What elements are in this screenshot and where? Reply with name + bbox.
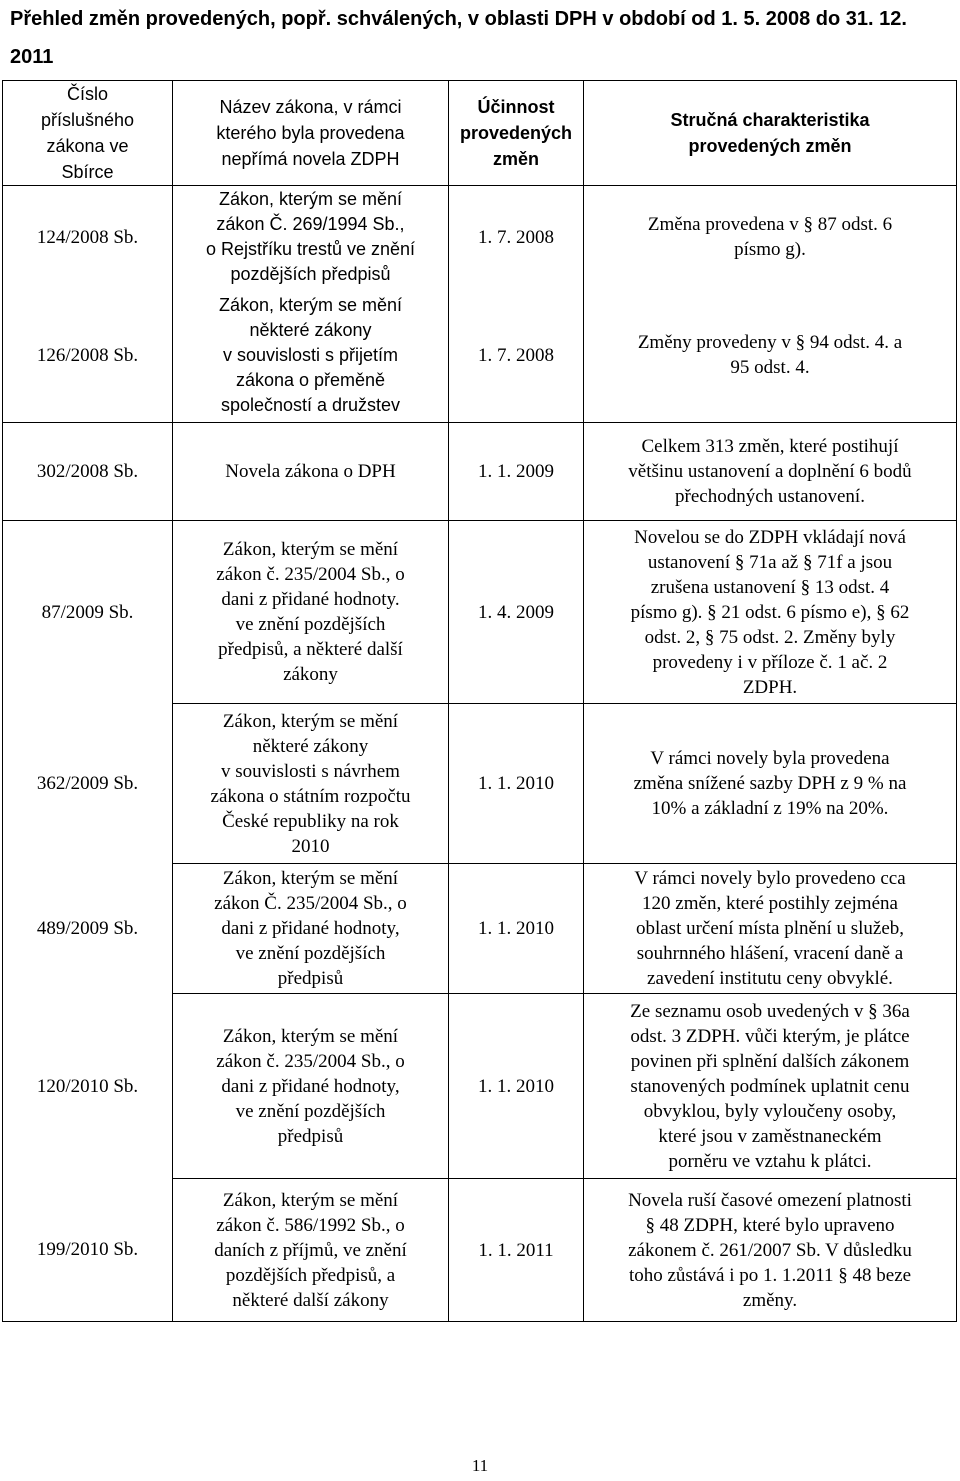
table-row [3, 186, 957, 289]
effective-date-cell: 1. 4. 2009 [449, 521, 584, 704]
header-law-name: Název zákona, v rámci kterého byla provedena nepřímá novela ZDPH [173, 81, 449, 186]
header-row [3, 81, 957, 186]
page-title: Přehled změn provedených, popř. schválených, v oblasti DPH v období od 1. 5. 2008 do 31. 12. 2011 [10, 8, 907, 68]
description-cell: Novelou se do ZDPH vkládají nová ustanovení § 71a až § 71f a jsou zrušena ustanovení § 13 odst. 4 písmo g). § 21 odst. 6 písmo e), § 62 odst. 2, § 75 odst. 2. Změny byly provedeny i v příloze č. 1 ač. 2 ZDPH. [584, 521, 957, 704]
law-number-cell: 120/2010 Sb. [3, 994, 173, 1179]
description-cell: Změna provedena v § 87 odst. 6 písmo g). [584, 186, 957, 289]
law-name-cell: Novela zákona o DPH [173, 423, 449, 521]
header-law-number: Číslo příslušného zákona ve Sbírce [3, 81, 173, 186]
header-effective-date: Účinnost provedených změn [449, 81, 584, 186]
table-row [3, 423, 957, 521]
effective-date-cell: 1. 1. 2009 [449, 423, 584, 521]
law-name-cell: Zákon, kterým se mění zákon Č. 269/1994 Sb., o Rejstříku trestů ve znění pozdějších předpisů [173, 186, 449, 289]
law-number-cell: 126/2008 Sb. [3, 289, 173, 423]
effective-date-cell: 1. 7. 2008 [449, 186, 584, 289]
law-number-cell: 362/2009 Sb. [3, 704, 173, 864]
law-name-cell: Zákon, kterým se mění některé zákony v souvislosti s návrhem zákona o státním rozpočtu České republiky na rok 2010 [173, 704, 449, 864]
law-number-cell: 87/2009 Sb. [3, 521, 173, 704]
law-number-cell: 302/2008 Sb. [3, 423, 173, 521]
description-cell: V rámci novely byla provedena změna snížené sazby DPH z 9 % na 10% a základní z 19% na 20%. [584, 704, 957, 864]
changes-table [2, 80, 957, 1322]
law-name-cell: Zákon, kterým se mění zákon č. 586/1992 Sb., o daních z příjmů, ve znění pozdějších předpisů, a některé další zákony [173, 1179, 449, 1322]
effective-date-cell: 1. 1. 2010 [449, 704, 584, 864]
description-cell: V rámci novely bylo provedeno cca 120 změn, které postihly zejména oblast určení místa plnění u služeb, souhrnného hlášení, vracení daně a zavedení institutu ceny obvyklé. [584, 864, 957, 994]
law-number-cell: 199/2010 Sb. [3, 1179, 173, 1322]
law-name-cell: Zákon, kterým se mění zákon Č. 235/2004 Sb., o dani z přidané hodnoty, ve znění pozdějších předpisů [173, 864, 449, 994]
table-row [3, 289, 957, 423]
page-number: 11 [471, 1456, 489, 1475]
effective-date-cell: 1. 1. 2010 [449, 864, 584, 994]
law-name-cell: Zákon, kterým se mění zákon č. 235/2004 Sb., o dani z přidané hodnoty, ve znění pozdějších předpisů [173, 994, 449, 1179]
table-row [3, 864, 957, 994]
description-cell: Změny provedeny v § 94 odst. 4. a 95 odst. 4. [584, 289, 957, 423]
header-description: Stručná charakteristika provedených změn [584, 81, 957, 186]
description-cell: Celkem 313 změn, které postihují většinu ustanovení a doplnění 6 bodů přechodných ustanovení. [584, 423, 957, 521]
table-row [3, 704, 957, 864]
description-cell: Ze seznamu osob uvedených v § 36a odst. 3 ZDPH. vůči kterým, je plátce povinen při splnění dalších zákonem stanovených podmínek uplatnit cenu obvyklou, byly vyloučeny osoby, které jsou v zaměstnaneckém porněru ve vztahu k plátci. [584, 994, 957, 1179]
table-row [3, 521, 957, 704]
table-row [3, 1179, 957, 1322]
law-name-cell: Zákon, kterým se mění některé zákony v souvislosti s přijetím zákona o přeměně společností a družstev [173, 289, 449, 423]
table-row [3, 994, 957, 1179]
law-number-cell: 489/2009 Sb. [3, 864, 173, 994]
description-cell: Novela ruší časové omezení platnosti § 48 ZDPH, které bylo upraveno zákonem č. 261/2007 Sb. V důsledku toho zůstává i po 1. 1.2011 § 48 beze změny. [584, 1179, 957, 1322]
law-name-cell: Zákon, kterým se mění zákon č. 235/2004 Sb., o dani z přidané hodnoty. ve znění pozdějších předpisů, a některé další zákony [173, 521, 449, 704]
effective-date-cell: 1. 1. 2010 [449, 994, 584, 1179]
effective-date-cell: 1. 7. 2008 [449, 289, 584, 423]
law-number-cell: 124/2008 Sb. [3, 186, 173, 289]
effective-date-cell: 1. 1. 2011 [449, 1179, 584, 1322]
